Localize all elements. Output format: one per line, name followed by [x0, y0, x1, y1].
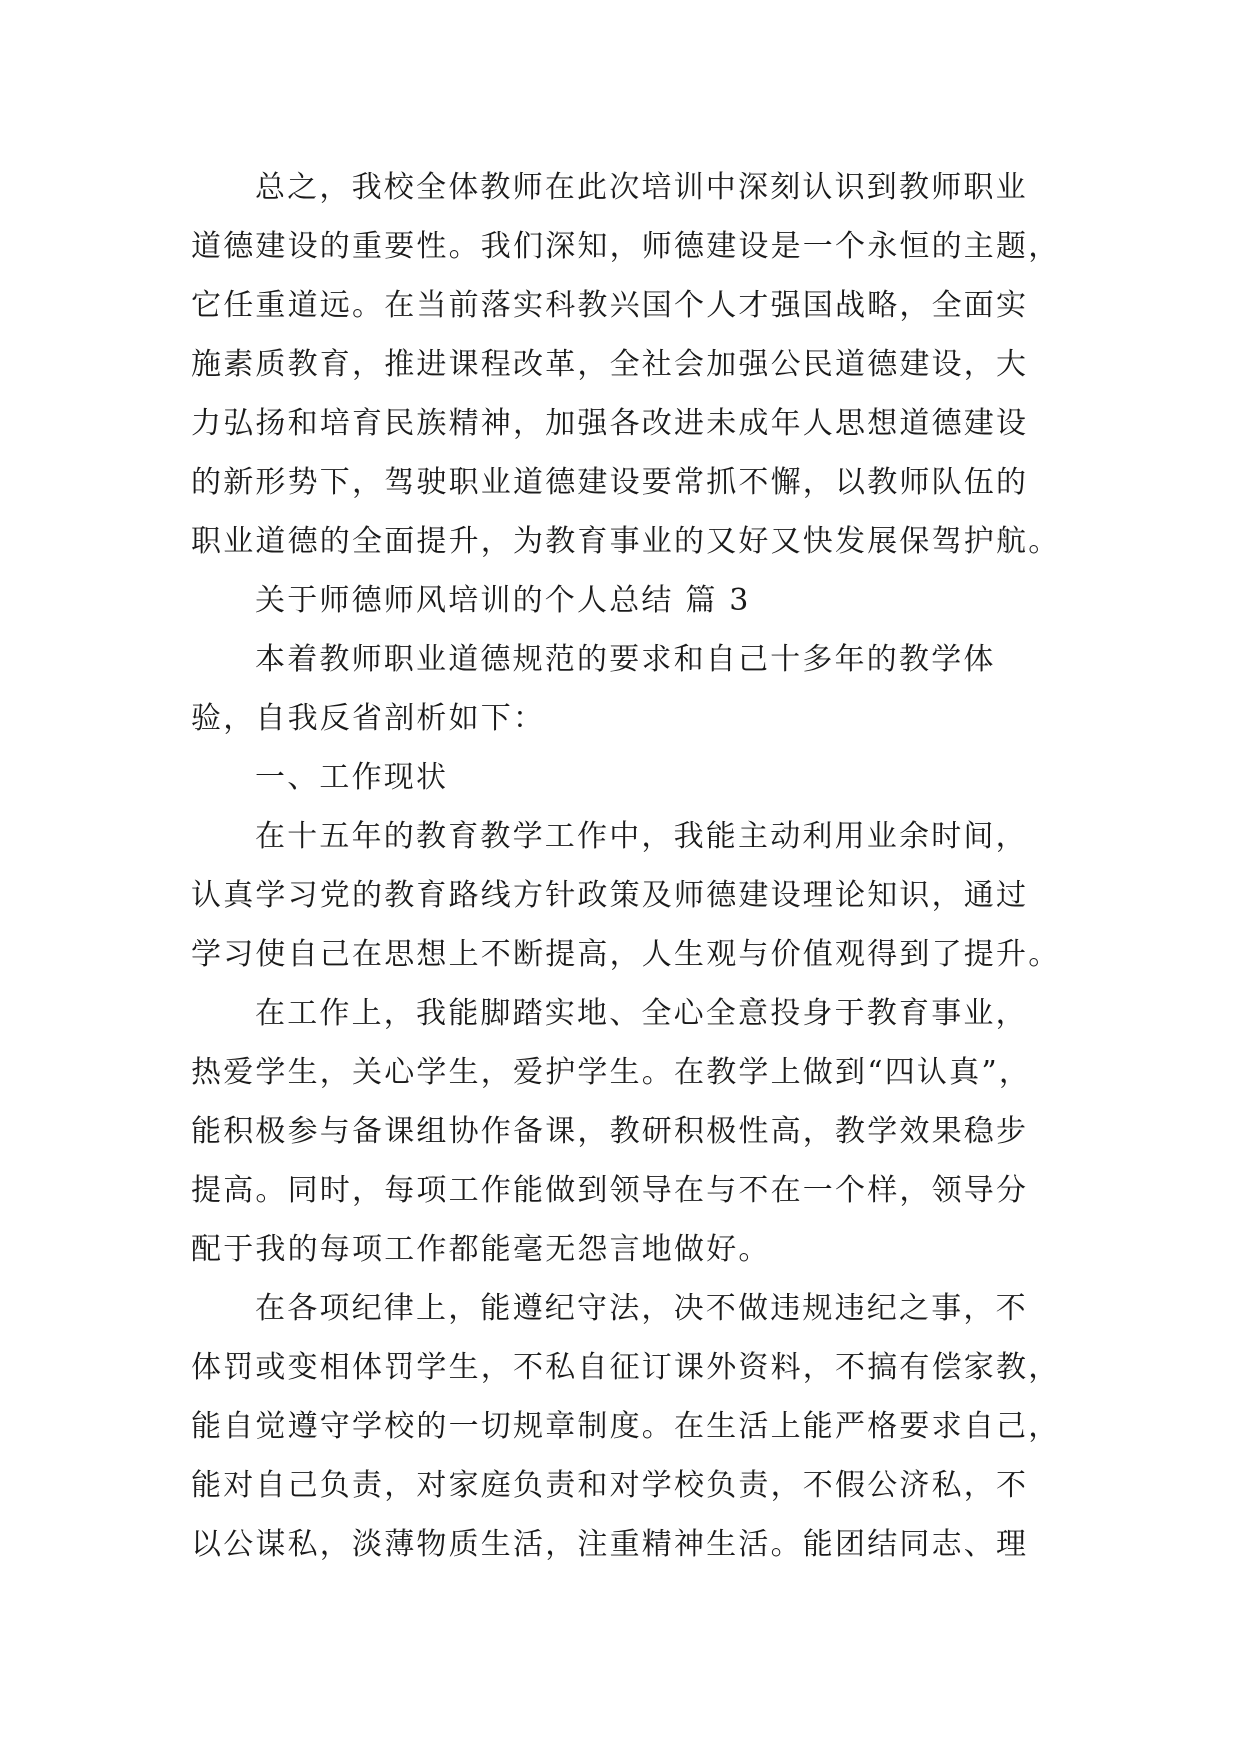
paragraph-line: 提高。同时，每项工作能做到领导在与不在一个样，领导分	[191, 1173, 1029, 1208]
paragraph-line: 能积极参与备课组协作备课，教研积极性高，教学效果稳步	[191, 1114, 1029, 1149]
paragraph-line: 配于我的每项工作都能毫无怨言地做好。	[191, 1232, 771, 1267]
document-body	[191, 158, 1061, 1574]
paragraph-line: 施素质教育，推进课程改革，全社会加强公民道德建设，大	[191, 347, 1029, 382]
paragraph-line: 学习使自己在思想上不断提高，人生观与价值观得到了提升。	[191, 937, 1061, 972]
paragraph-line: 在工作上，我能脚踏实地、全心全意投身于教育事业，	[255, 996, 1028, 1031]
paragraph-line: 在各项纪律上，能遵纪守法，决不做违规违纪之事，不	[255, 1291, 1028, 1326]
paragraph-line: 验，自我反省剖析如下：	[191, 701, 546, 736]
section-title: 关于师德师风培训的个人总结 篇 3	[255, 583, 751, 618]
paragraph-line: 本着教师职业道德规范的要求和自己十多年的教学体	[255, 642, 996, 677]
paragraph-line: 体罚或变相体罚学生，不私自征订课外资料，不搞有偿家教，	[191, 1350, 1061, 1385]
paragraph-line: 道德建设的重要性。我们深知，师德建设是一个永恒的主题，	[191, 229, 1061, 264]
paragraph-line: 在十五年的教育教学工作中，我能主动利用业余时间，	[255, 819, 1028, 854]
section-heading: 一、工作现状	[255, 760, 449, 795]
paragraph-line: 的新形势下，驾驶职业道德建设要常抓不懈，以教师队伍的	[191, 465, 1029, 500]
paragraph-line: 认真学习党的教育路线方针政策及师德建设理论知识，通过	[191, 878, 1029, 913]
paragraph-line: 以公谋私，淡薄物质生活，注重精神生活。能团结同志、理	[191, 1527, 1029, 1562]
paragraph-line: 能自觉遵守学校的一切规章制度。在生活上能严格要求自己，	[191, 1409, 1061, 1444]
paragraph-line: 它任重道远。在当前落实科教兴国个人才强国战略，全面实	[191, 288, 1029, 323]
paragraph-line: 能对自己负责，对家庭负责和对学校负责，不假公济私，不	[191, 1468, 1029, 1503]
paragraph-line: 力弘扬和培育民族精神，加强各改进未成年人思想道德建设	[191, 406, 1029, 441]
paragraph-line: 热爱学生，关心学生，爱护学生。在教学上做到“四认真”，	[191, 1055, 1032, 1090]
paragraph-line: 总之，我校全体教师在此次培训中深刻认识到教师职业	[255, 170, 1028, 205]
paragraph-line: 职业道德的全面提升，为教育事业的又好又快发展保驾护航。	[191, 524, 1061, 559]
